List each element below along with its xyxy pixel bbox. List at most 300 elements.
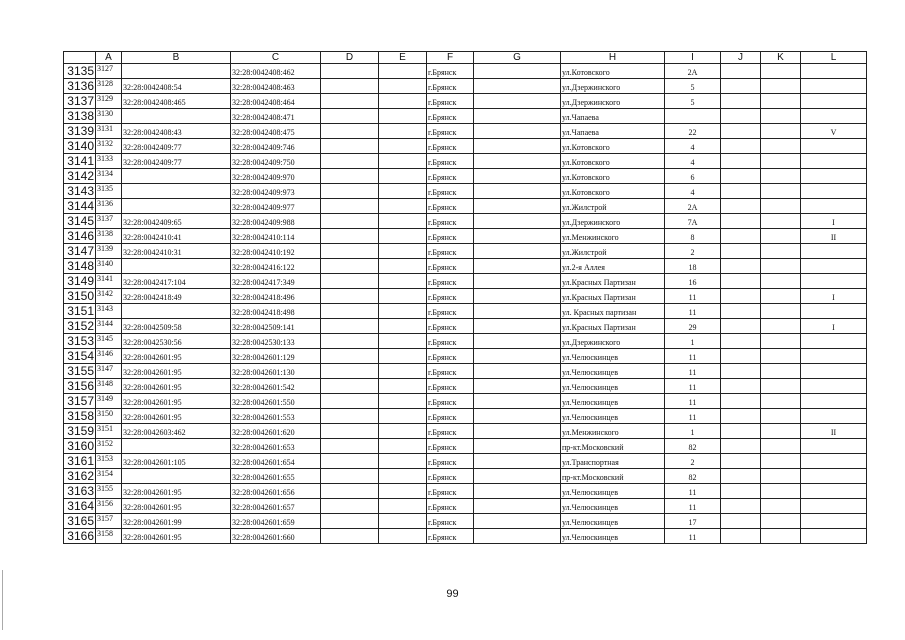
cell-a[interactable]: 3151	[96, 424, 122, 439]
cell-l[interactable]	[801, 109, 867, 124]
cell-k[interactable]	[761, 334, 801, 349]
cell-h[interactable]: ул.Красных Партизан	[561, 319, 665, 334]
cell-h[interactable]: пр-кт.Московский	[561, 439, 665, 454]
cell-a[interactable]: 3131	[96, 124, 122, 139]
cell-g[interactable]	[474, 334, 561, 349]
row-number-cell[interactable]: 3140	[64, 139, 96, 154]
cell-a[interactable]: 3147	[96, 364, 122, 379]
cell-a[interactable]: 3156	[96, 499, 122, 514]
cell-i[interactable]: 4	[665, 184, 721, 199]
cell-c[interactable]: 32:28:0042409:970	[231, 169, 321, 184]
cell-g[interactable]	[474, 259, 561, 274]
cell-f[interactable]: г.Брянск	[427, 469, 474, 484]
column-header[interactable]: D	[321, 52, 379, 64]
cell-k[interactable]	[761, 244, 801, 259]
cell-g[interactable]	[474, 64, 561, 79]
cell-d[interactable]	[321, 334, 379, 349]
cell-g[interactable]	[474, 349, 561, 364]
cell-l[interactable]	[801, 94, 867, 109]
cell-f[interactable]: г.Брянск	[427, 394, 474, 409]
cell-a[interactable]: 3145	[96, 334, 122, 349]
cell-d[interactable]	[321, 139, 379, 154]
cell-k[interactable]	[761, 409, 801, 424]
cell-g[interactable]	[474, 514, 561, 529]
cell-e[interactable]	[379, 484, 427, 499]
cell-b[interactable]: 32:28:0042601:95	[122, 394, 231, 409]
row-number-cell[interactable]: 3155	[64, 364, 96, 379]
cell-i[interactable]: 8	[665, 229, 721, 244]
cell-k[interactable]	[761, 274, 801, 289]
corner-cell[interactable]	[64, 52, 96, 64]
cell-h[interactable]: ул.Челюскинцев	[561, 379, 665, 394]
cell-d[interactable]	[321, 409, 379, 424]
cell-a[interactable]: 3137	[96, 214, 122, 229]
cell-k[interactable]	[761, 439, 801, 454]
cell-b[interactable]: 32:28:0042408:43	[122, 124, 231, 139]
cell-l[interactable]	[801, 79, 867, 94]
cell-k[interactable]	[761, 154, 801, 169]
cell-j[interactable]	[721, 184, 761, 199]
cell-j[interactable]	[721, 349, 761, 364]
cell-j[interactable]	[721, 154, 761, 169]
cell-k[interactable]	[761, 454, 801, 469]
row-number-cell[interactable]: 3146	[64, 229, 96, 244]
cell-c[interactable]: 32:28:0042418:496	[231, 289, 321, 304]
cell-a[interactable]: 3155	[96, 484, 122, 499]
cell-f[interactable]: г.Брянск	[427, 109, 474, 124]
cell-k[interactable]	[761, 499, 801, 514]
cell-a[interactable]: 3132	[96, 139, 122, 154]
cell-f[interactable]: г.Брянск	[427, 499, 474, 514]
cell-c[interactable]: 32:28:0042408:475	[231, 124, 321, 139]
cell-i[interactable]: 2А	[665, 64, 721, 79]
cell-k[interactable]	[761, 349, 801, 364]
cell-l[interactable]	[801, 139, 867, 154]
cell-j[interactable]	[721, 484, 761, 499]
cell-h[interactable]: ул.Чапаева	[561, 124, 665, 139]
cell-j[interactable]	[721, 319, 761, 334]
cell-k[interactable]	[761, 319, 801, 334]
cell-g[interactable]	[474, 169, 561, 184]
cell-g[interactable]	[474, 184, 561, 199]
cell-c[interactable]: 32:28:0042601:659	[231, 514, 321, 529]
cell-j[interactable]	[721, 244, 761, 259]
cell-a[interactable]: 3154	[96, 469, 122, 484]
cell-f[interactable]: г.Брянск	[427, 184, 474, 199]
cell-d[interactable]	[321, 454, 379, 469]
cell-a[interactable]: 3149	[96, 394, 122, 409]
row-number-cell[interactable]: 3157	[64, 394, 96, 409]
cell-j[interactable]	[721, 454, 761, 469]
cell-c[interactable]: 32:28:0042601:620	[231, 424, 321, 439]
cell-a[interactable]: 3141	[96, 274, 122, 289]
cell-e[interactable]	[379, 529, 427, 544]
cell-k[interactable]	[761, 259, 801, 274]
cell-g[interactable]	[474, 424, 561, 439]
row-number-cell[interactable]: 3143	[64, 184, 96, 199]
cell-e[interactable]	[379, 454, 427, 469]
cell-l[interactable]	[801, 379, 867, 394]
cell-d[interactable]	[321, 364, 379, 379]
cell-l[interactable]	[801, 199, 867, 214]
column-header[interactable]: K	[761, 52, 801, 64]
cell-c[interactable]: 32:28:0042409:977	[231, 199, 321, 214]
cell-c[interactable]: 32:28:0042408:462	[231, 64, 321, 79]
cell-g[interactable]	[474, 484, 561, 499]
row-number-cell[interactable]: 3142	[64, 169, 96, 184]
cell-e[interactable]	[379, 394, 427, 409]
cell-f[interactable]: г.Брянск	[427, 349, 474, 364]
cell-e[interactable]	[379, 289, 427, 304]
cell-c[interactable]: 32:28:0042601:660	[231, 529, 321, 544]
cell-c[interactable]: 32:28:0042509:141	[231, 319, 321, 334]
cell-h[interactable]: ул.Красных Партизан	[561, 289, 665, 304]
cell-e[interactable]	[379, 169, 427, 184]
cell-l[interactable]: II	[801, 424, 867, 439]
cell-i[interactable]: 16	[665, 274, 721, 289]
cell-k[interactable]	[761, 469, 801, 484]
cell-k[interactable]	[761, 529, 801, 544]
cell-l[interactable]	[801, 364, 867, 379]
cell-e[interactable]	[379, 319, 427, 334]
cell-c[interactable]: 32:28:0042601:130	[231, 364, 321, 379]
cell-h[interactable]: ул.Транспортная	[561, 454, 665, 469]
cell-f[interactable]: г.Брянск	[427, 229, 474, 244]
cell-e[interactable]	[379, 154, 427, 169]
cell-b[interactable]: 32:28:0042410:41	[122, 229, 231, 244]
cell-h[interactable]: ул.Котовского	[561, 139, 665, 154]
cell-b[interactable]	[122, 169, 231, 184]
cell-l[interactable]	[801, 454, 867, 469]
cell-l[interactable]: I	[801, 289, 867, 304]
cell-i[interactable]: 11	[665, 304, 721, 319]
cell-g[interactable]	[474, 529, 561, 544]
cell-g[interactable]	[474, 124, 561, 139]
cell-b[interactable]	[122, 304, 231, 319]
cell-b[interactable]: 32:28:0042601:95	[122, 484, 231, 499]
cell-j[interactable]	[721, 124, 761, 139]
cell-k[interactable]	[761, 124, 801, 139]
cell-b[interactable]: 32:28:0042601:95	[122, 499, 231, 514]
row-number-cell[interactable]: 3161	[64, 454, 96, 469]
row-number-cell[interactable]: 3139	[64, 124, 96, 139]
cell-c[interactable]: 32:28:0042418:498	[231, 304, 321, 319]
cell-j[interactable]	[721, 379, 761, 394]
row-number-cell[interactable]: 3166	[64, 529, 96, 544]
cell-j[interactable]	[721, 64, 761, 79]
row-number-cell[interactable]: 3148	[64, 259, 96, 274]
cell-k[interactable]	[761, 184, 801, 199]
cell-i[interactable]: 11	[665, 379, 721, 394]
column-header[interactable]: J	[721, 52, 761, 64]
cell-k[interactable]	[761, 79, 801, 94]
cell-j[interactable]	[721, 424, 761, 439]
cell-k[interactable]	[761, 169, 801, 184]
cell-h[interactable]: ул.Котовского	[561, 184, 665, 199]
cell-i[interactable]: 2А	[665, 199, 721, 214]
cell-b[interactable]: 32:28:0042601:95	[122, 379, 231, 394]
cell-f[interactable]: г.Брянск	[427, 259, 474, 274]
row-number-cell[interactable]: 3160	[64, 439, 96, 454]
cell-f[interactable]: г.Брянск	[427, 274, 474, 289]
cell-i[interactable]: 2	[665, 454, 721, 469]
cell-e[interactable]	[379, 409, 427, 424]
cell-i[interactable]: 17	[665, 514, 721, 529]
cell-g[interactable]	[474, 364, 561, 379]
cell-j[interactable]	[721, 334, 761, 349]
cell-b[interactable]: 32:28:0042509:58	[122, 319, 231, 334]
row-number-cell[interactable]: 3156	[64, 379, 96, 394]
cell-l[interactable]	[801, 514, 867, 529]
cell-g[interactable]	[474, 139, 561, 154]
cell-c[interactable]: 32:28:0042601:129	[231, 349, 321, 364]
cell-e[interactable]	[379, 199, 427, 214]
cell-h[interactable]: ул.Дзержинского	[561, 94, 665, 109]
cell-c[interactable]: 32:28:0042409:973	[231, 184, 321, 199]
cell-e[interactable]	[379, 229, 427, 244]
cell-e[interactable]	[379, 424, 427, 439]
cell-h[interactable]: ул.Котовского	[561, 169, 665, 184]
cell-d[interactable]	[321, 514, 379, 529]
column-header[interactable]: I	[665, 52, 721, 64]
row-number-cell[interactable]: 3164	[64, 499, 96, 514]
cell-d[interactable]	[321, 214, 379, 229]
row-number-cell[interactable]: 3147	[64, 244, 96, 259]
cell-l[interactable]	[801, 484, 867, 499]
cell-g[interactable]	[474, 154, 561, 169]
cell-l[interactable]	[801, 304, 867, 319]
column-header[interactable]: A	[96, 52, 122, 64]
row-number-cell[interactable]: 3136	[64, 79, 96, 94]
cell-j[interactable]	[721, 259, 761, 274]
cell-h[interactable]: ул.Котовского	[561, 154, 665, 169]
cell-b[interactable]: 32:28:0042410:31	[122, 244, 231, 259]
cell-i[interactable]: 11	[665, 409, 721, 424]
cell-e[interactable]	[379, 364, 427, 379]
cell-e[interactable]	[379, 499, 427, 514]
cell-d[interactable]	[321, 304, 379, 319]
cell-d[interactable]	[321, 529, 379, 544]
cell-f[interactable]: г.Брянск	[427, 169, 474, 184]
cell-b[interactable]: 32:28:0042601:95	[122, 409, 231, 424]
cell-l[interactable]	[801, 64, 867, 79]
row-number-cell[interactable]: 3138	[64, 109, 96, 124]
cell-j[interactable]	[721, 394, 761, 409]
cell-d[interactable]	[321, 94, 379, 109]
cell-g[interactable]	[474, 454, 561, 469]
cell-f[interactable]: г.Брянск	[427, 514, 474, 529]
cell-l[interactable]: I	[801, 319, 867, 334]
cell-b[interactable]: 32:28:0042409:77	[122, 139, 231, 154]
cell-b[interactable]: 32:28:0042408:465	[122, 94, 231, 109]
cell-d[interactable]	[321, 469, 379, 484]
cell-a[interactable]: 3150	[96, 409, 122, 424]
cell-j[interactable]	[721, 169, 761, 184]
cell-l[interactable]: V	[801, 124, 867, 139]
row-number-cell[interactable]: 3159	[64, 424, 96, 439]
cell-l[interactable]: I	[801, 214, 867, 229]
cell-k[interactable]	[761, 394, 801, 409]
cell-g[interactable]	[474, 439, 561, 454]
cell-j[interactable]	[721, 79, 761, 94]
cell-b[interactable]: 32:28:0042601:95	[122, 364, 231, 379]
cell-i[interactable]: 5	[665, 94, 721, 109]
cell-k[interactable]	[761, 379, 801, 394]
cell-f[interactable]: г.Брянск	[427, 454, 474, 469]
cell-l[interactable]	[801, 469, 867, 484]
column-header[interactable]: B	[122, 52, 231, 64]
cell-e[interactable]	[379, 334, 427, 349]
cell-k[interactable]	[761, 424, 801, 439]
cell-g[interactable]	[474, 379, 561, 394]
cell-i[interactable]: 29	[665, 319, 721, 334]
cell-i[interactable]: 4	[665, 154, 721, 169]
cell-d[interactable]	[321, 259, 379, 274]
cell-b[interactable]: 32:28:0042603:462	[122, 424, 231, 439]
cell-e[interactable]	[379, 379, 427, 394]
cell-c[interactable]: 32:28:0042410:114	[231, 229, 321, 244]
cell-f[interactable]: г.Брянск	[427, 199, 474, 214]
cell-f[interactable]: г.Брянск	[427, 409, 474, 424]
cell-b[interactable]: 32:28:0042530:56	[122, 334, 231, 349]
cell-h[interactable]: ул.Дзержинского	[561, 79, 665, 94]
row-number-cell[interactable]: 3153	[64, 334, 96, 349]
cell-f[interactable]: г.Брянск	[427, 319, 474, 334]
column-header[interactable]: L	[801, 52, 867, 64]
cell-b[interactable]: 32:28:0042417:104	[122, 274, 231, 289]
cell-a[interactable]: 3144	[96, 319, 122, 334]
cell-j[interactable]	[721, 364, 761, 379]
cell-e[interactable]	[379, 64, 427, 79]
cell-d[interactable]	[321, 274, 379, 289]
cell-b[interactable]	[122, 109, 231, 124]
cell-h[interactable]: ул.Менжинского	[561, 424, 665, 439]
cell-c[interactable]: 32:28:0042530:133	[231, 334, 321, 349]
row-number-cell[interactable]: 3145	[64, 214, 96, 229]
cell-e[interactable]	[379, 274, 427, 289]
cell-d[interactable]	[321, 349, 379, 364]
cell-h[interactable]: ул.Котовского	[561, 64, 665, 79]
cell-h[interactable]: ул.Челюскинцев	[561, 349, 665, 364]
cell-d[interactable]	[321, 154, 379, 169]
cell-d[interactable]	[321, 64, 379, 79]
cell-h[interactable]: ул.Челюскинцев	[561, 364, 665, 379]
cell-g[interactable]	[474, 94, 561, 109]
cell-d[interactable]	[321, 484, 379, 499]
cell-i[interactable]: 7А	[665, 214, 721, 229]
cell-g[interactable]	[474, 229, 561, 244]
cell-j[interactable]	[721, 304, 761, 319]
cell-d[interactable]	[321, 394, 379, 409]
row-number-cell[interactable]: 3154	[64, 349, 96, 364]
cell-k[interactable]	[761, 139, 801, 154]
cell-j[interactable]	[721, 529, 761, 544]
cell-h[interactable]: ул.Дзержинского	[561, 214, 665, 229]
cell-g[interactable]	[474, 274, 561, 289]
cell-h[interactable]: ул.Челюскинцев	[561, 484, 665, 499]
cell-i[interactable]: 82	[665, 439, 721, 454]
cell-f[interactable]: г.Брянск	[427, 124, 474, 139]
cell-f[interactable]: г.Брянск	[427, 79, 474, 94]
cell-e[interactable]	[379, 109, 427, 124]
cell-d[interactable]	[321, 229, 379, 244]
cell-h[interactable]: ул.Челюскинцев	[561, 499, 665, 514]
cell-d[interactable]	[321, 109, 379, 124]
cell-j[interactable]	[721, 289, 761, 304]
row-number-cell[interactable]: 3141	[64, 154, 96, 169]
cell-b[interactable]: 32:28:0042409:77	[122, 154, 231, 169]
cell-k[interactable]	[761, 484, 801, 499]
cell-h[interactable]: ул.Красных Партизан	[561, 274, 665, 289]
cell-f[interactable]: г.Брянск	[427, 379, 474, 394]
cell-e[interactable]	[379, 214, 427, 229]
cell-e[interactable]	[379, 469, 427, 484]
cell-e[interactable]	[379, 139, 427, 154]
cell-i[interactable]: 2	[665, 244, 721, 259]
cell-a[interactable]: 3129	[96, 94, 122, 109]
cell-j[interactable]	[721, 94, 761, 109]
cell-d[interactable]	[321, 289, 379, 304]
cell-c[interactable]: 32:28:0042409:750	[231, 154, 321, 169]
cell-a[interactable]: 3146	[96, 349, 122, 364]
cell-a[interactable]: 3153	[96, 454, 122, 469]
cell-h[interactable]: пр-кт.Московский	[561, 469, 665, 484]
row-number-cell[interactable]: 3149	[64, 274, 96, 289]
cell-a[interactable]: 3139	[96, 244, 122, 259]
cell-j[interactable]	[721, 109, 761, 124]
row-number-cell[interactable]: 3162	[64, 469, 96, 484]
cell-i[interactable]: 11	[665, 484, 721, 499]
cell-b[interactable]	[122, 199, 231, 214]
cell-d[interactable]	[321, 424, 379, 439]
cell-c[interactable]: 32:28:0042408:463	[231, 79, 321, 94]
cell-a[interactable]: 3138	[96, 229, 122, 244]
cell-g[interactable]	[474, 394, 561, 409]
cell-l[interactable]	[801, 169, 867, 184]
cell-c[interactable]: 32:28:0042408:471	[231, 109, 321, 124]
cell-a[interactable]: 3128	[96, 79, 122, 94]
cell-l[interactable]	[801, 334, 867, 349]
cell-i[interactable]: 18	[665, 259, 721, 274]
cell-g[interactable]	[474, 499, 561, 514]
row-number-cell[interactable]: 3152	[64, 319, 96, 334]
cell-d[interactable]	[321, 244, 379, 259]
cell-l[interactable]	[801, 409, 867, 424]
cell-b[interactable]	[122, 184, 231, 199]
cell-j[interactable]	[721, 499, 761, 514]
cell-e[interactable]	[379, 304, 427, 319]
cell-c[interactable]: 32:28:0042417:349	[231, 274, 321, 289]
cell-b[interactable]	[122, 64, 231, 79]
cell-i[interactable]: 11	[665, 529, 721, 544]
cell-b[interactable]	[122, 439, 231, 454]
cell-a[interactable]: 3157	[96, 514, 122, 529]
cell-j[interactable]	[721, 514, 761, 529]
cell-f[interactable]: г.Брянск	[427, 304, 474, 319]
cell-i[interactable]	[665, 109, 721, 124]
row-number-cell[interactable]: 3137	[64, 94, 96, 109]
cell-f[interactable]: г.Брянск	[427, 244, 474, 259]
cell-d[interactable]	[321, 184, 379, 199]
row-number-cell[interactable]: 3165	[64, 514, 96, 529]
cell-d[interactable]	[321, 439, 379, 454]
cell-f[interactable]: г.Брянск	[427, 364, 474, 379]
cell-k[interactable]	[761, 64, 801, 79]
cell-c[interactable]: 32:28:0042408:464	[231, 94, 321, 109]
cell-b[interactable]: 32:28:0042601:99	[122, 514, 231, 529]
cell-d[interactable]	[321, 199, 379, 214]
cell-c[interactable]: 32:28:0042409:988	[231, 214, 321, 229]
